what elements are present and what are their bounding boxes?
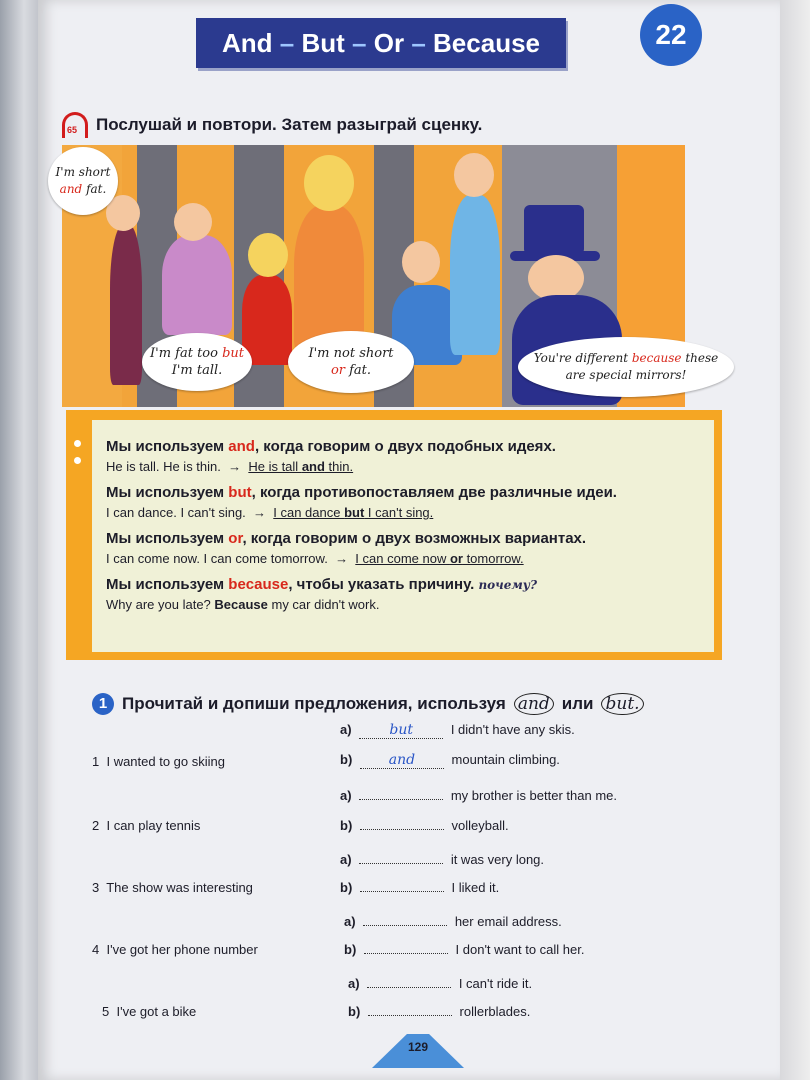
right-page-edge [780,0,810,1080]
item-text: 1 I wanted to go skiing [92,754,225,769]
exercise-heading [92,693,644,715]
speech-bubble-3: I'm not short or fat. [288,331,414,393]
rule-but: Мы используем but, когда противопоставляем две различные идеи. I can dance. I can't sing. → I can dance but I can't sing. [106,484,617,520]
item-text: 2 I can play tennis [92,818,201,833]
answer-blank[interactable] [367,987,451,988]
answer-blank[interactable] [360,829,444,830]
rule-and: Мы используем and, когда говорим о двух подобных идеях. He is tall. He is thin. → He is tall and thin. [106,438,556,474]
rule-because: Мы используем because, чтобы указать причину. почему? Why are you late? Because my car didn't work. [106,576,537,612]
answer-blank[interactable]: and [360,752,444,769]
rule-or: Мы используем or, когда говорим о двух возможных вариантах. I can come now. I can come tomorrow. → I can come now or tomorrow. [106,530,587,566]
answer-blank[interactable] [360,891,444,892]
circled-but: but. [601,693,643,715]
lesson-number-badge: 22 [640,4,702,66]
bullet-dots [74,440,81,474]
grammar-rules-box [66,410,722,660]
tall-boy-figure [450,195,500,355]
mirror-scene-illustration [55,145,719,407]
answer-blank[interactable] [359,863,443,864]
answer-blank[interactable] [359,799,443,800]
word-or: или [561,694,594,713]
speech-bubble-4: You're different because these are special mirrors! [518,337,734,397]
headphones-icon [62,112,88,138]
fat-boy-figure [162,235,232,335]
answer-blank[interactable] [363,925,447,926]
item-text: 3 The show was interesting [92,880,253,895]
listen-text: Послушай и повтори. Затем разыграй сценку. [96,115,483,134]
handwritten-note: почему? [478,578,537,592]
speech-bubble-1: I'm short and fat. [48,147,118,215]
answer-blank[interactable]: but [359,722,443,739]
track-number: 65 [67,125,78,135]
answer-blank[interactable] [368,1015,452,1016]
left-page-edge [0,0,40,1080]
circled-and: and [514,693,554,715]
item-text: 5 I've got a bike [102,1004,197,1019]
girl-figure [242,275,292,365]
top-hat [524,205,584,255]
boy-figure [110,225,142,385]
listen-instruction [62,112,482,138]
lesson-title: And – But – Or – Because [196,18,566,68]
speech-bubble-2: I'm fat too but I'm tall. [142,333,252,391]
exercise-instruction: Прочитай и допиши предложения, используя [122,694,506,713]
item-text: 4 I've got her phone number [92,942,258,957]
exercise-number: 1 [92,693,114,715]
answer-blank[interactable] [364,953,448,954]
page-number: 129 [407,1040,429,1054]
